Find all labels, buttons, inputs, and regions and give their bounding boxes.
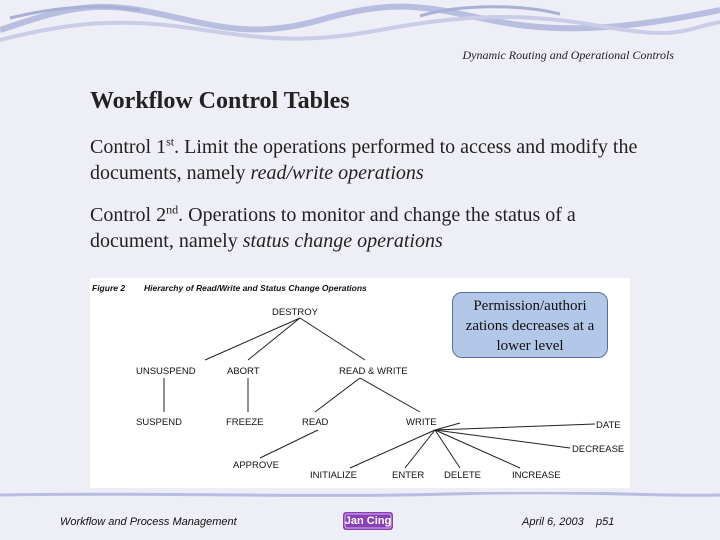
control-2-prefix: Control 2: [90, 204, 167, 226]
control-2-text: . Operations to monitor and change the status of a document, namely: [90, 204, 576, 252]
logo-text: Jan Cing: [344, 515, 392, 527]
node-destroy: DESTROY: [272, 307, 318, 318]
header-subtitle: Dynamic Routing and Operational Controls: [462, 48, 674, 62]
node-initialize: INITIALIZE: [310, 470, 357, 481]
node-approve: APPROVE: [233, 460, 279, 471]
control-2-emphasis: status change operations: [242, 230, 443, 252]
callout-note: Permission/authori zations decreases at a lower level: [452, 292, 608, 358]
control-2-sup: nd: [166, 202, 179, 217]
node-abort: ABORT: [227, 366, 260, 377]
slide-title: Workflow Control Tables: [90, 88, 350, 114]
node-date: DATE: [596, 420, 621, 431]
control-1-prefix: Control 1: [90, 136, 167, 158]
node-freeze: FREEZE: [226, 417, 264, 428]
node-enter: ENTER: [392, 470, 425, 481]
node-suspend: SUSPEND: [136, 417, 182, 428]
footer-date-page: [522, 516, 614, 528]
footer-divider: [0, 492, 720, 498]
node-delete: DELETE: [444, 470, 481, 481]
node-write: WRITE: [406, 417, 437, 428]
control-1-emphasis: read/write operations: [250, 162, 424, 184]
paragraph-control-1: [90, 134, 650, 186]
node-read-write: READ & WRITE: [339, 366, 408, 377]
footer-page: p51: [596, 516, 615, 528]
figure-caption: Hierarchy of Read/Write and Status Change Operations: [144, 283, 367, 293]
footer-date: April 6, 2003: [522, 516, 584, 528]
figure-label: Figure 2: [92, 283, 126, 293]
node-decrease: DECREASE: [572, 444, 625, 455]
node-unsuspend: UNSUSPEND: [136, 366, 196, 377]
control-1-text: . Limit the operations performed to access and modify the documents, namely: [90, 136, 638, 184]
footer-course-title: Workflow and Process Management: [60, 516, 237, 528]
node-read: READ: [302, 417, 329, 428]
presenter-logo: [343, 512, 393, 530]
paragraph-control-2: [90, 202, 650, 254]
control-1-sup: st: [166, 134, 175, 149]
node-increase: INCREASE: [512, 470, 561, 481]
decorative-swirl-banner: [0, 0, 720, 50]
